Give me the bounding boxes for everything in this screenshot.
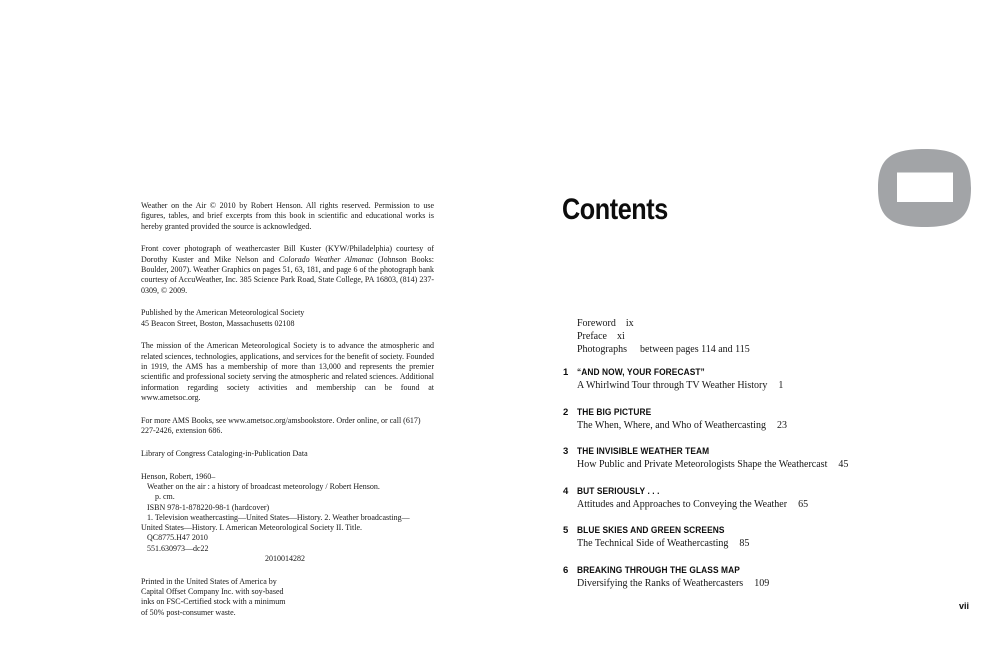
toc-front-matter-entry (577, 330, 750, 343)
cip-line: 551.630973—dc22 (147, 543, 209, 553)
cip-line: United States—History. I. American Meteorological Society II. Title. (141, 523, 362, 533)
chapter-title: THE BIG PICTURE (577, 406, 652, 418)
toc-chapter-entry (563, 367, 848, 393)
chapter-page: 65 (798, 498, 809, 510)
toc-front-matter-entry (577, 343, 750, 356)
toc-chapter-entry (563, 486, 848, 512)
publisher-address: 45 Beacon Street, Boston, Massachusetts 02108 (141, 318, 295, 328)
chapter-number: 5 (563, 525, 569, 536)
tv-screen-shape (878, 149, 971, 227)
chapter-number: 6 (563, 564, 569, 576)
chapter-subtitle: The When, Where, and Who of Weathercasting (577, 419, 766, 431)
toc-entry-label: Preface (577, 331, 607, 342)
toc-entry-label: Photographs (577, 344, 627, 355)
printing-info-line: of 50% post-consumer waste. (141, 607, 236, 617)
toc-entry-page: between pages 114 and 115 (640, 344, 750, 355)
front-cover-credit-text: Front cover photograph of weathercaster Bill Kuster (KYW/Philadelphia) courtesy of Dorothy Kuster and Mike Nelson and (141, 244, 434, 264)
chapter-subtitle: Attitudes and Approaches to Conveying the Weather (577, 498, 788, 510)
book-title-italic: Colorado Weather Almanac (278, 254, 374, 264)
chapter-title: BUT SERIOUSLY . . . (577, 485, 660, 497)
page-folio: vii (959, 601, 970, 611)
printing-info-line: Capital Offset Company Inc. with soy-based (141, 587, 284, 597)
chapter-subtitle: How Public and Private Meteorologists Shape the Weathercast (577, 459, 828, 470)
chapter-subtitle: Diversifying the Ranks of Weathercasters (577, 577, 744, 589)
ams-mission-statement: The mission of the American Meteorological Society is to advance the atmospheric and related sciences, technologies, applications, and services for the benefit of society. Founded in 1919, the AMS has a membership of more than 13,000 and represents the premier scientific and professional society serving the atmospheric and related sciences. Additional information regarding society activities and membership can be found at www.ametsoc.org. (141, 341, 434, 402)
chapter-title: BLUE SKIES AND GREEN SCREENS (577, 525, 725, 536)
chapter-subtitle: A Whirlwind Tour through TV Weather History (577, 380, 768, 391)
chapter-title: THE INVISIBLE WEATHER TEAM (577, 446, 710, 457)
chapter-page: 85 (739, 538, 750, 549)
cip-line: QC8775.H47 2010 (147, 533, 208, 543)
printing-info-line: Printed in the United States of America by (141, 576, 277, 586)
toc-entry-page: ix (625, 318, 634, 329)
cip-line: Henson, Robert, 1960– (141, 471, 216, 481)
chapter-page: 23 (776, 419, 787, 431)
printing-info-line: inks on FSC-Certified stock with a minimum (141, 597, 286, 607)
chapter-number: 3 (563, 446, 569, 457)
toc-chapter-entry (563, 446, 848, 472)
chapter-page: 1 (778, 380, 784, 391)
chapter-number: 4 (563, 485, 569, 497)
copyright-page (141, 201, 434, 618)
toc-chapter-list (563, 367, 848, 604)
publisher-info (141, 308, 434, 329)
chapter-page: 109 (754, 577, 770, 589)
front-cover-credit-rest: (Johnson Books: Boulder, 2007). Weather Graphics on pages 51, 63, 181, and page 6 of the photograph bank courtesy of AccuWeather, Inc. 385 Science Park Road, State College, PA 16803, (814) 237-0309, © 2009. (141, 254, 434, 295)
cip-control-number: 2010014282 (265, 554, 305, 564)
chapter-page: 45 (838, 459, 849, 470)
cip-line: 1. Television weathercasting—United States—History. 2. Weather broadcasting— (147, 512, 410, 522)
publisher-name: Published by the American Meteorological Society (141, 308, 305, 318)
cip-line: p. cm. (155, 492, 175, 502)
loc-heading: Library of Congress Cataloging-in-Publication Data (141, 448, 308, 458)
copyright-notice: Weather on the Air © 2010 by Robert Henson. All rights reserved. Permission to use figures, tables, and brief excerpts from this book in scientific and educational works is hereby granted provided the source is acknowledged. (141, 201, 434, 231)
chapter-subtitle: The Technical Side of Weathercasting (577, 538, 729, 549)
printing-info-block (141, 577, 341, 618)
cip-line: ISBN 978-1-878220-98-1 (hardcover) (147, 502, 270, 512)
chapter-title: BREAKING THROUGH THE GLASS MAP (577, 564, 740, 576)
ams-books-info: For more AMS Books, see www.ametsoc.org/amsbookstore. Order online, or call (617) 227-2426, extension 686. (141, 415, 421, 436)
chapter-number: 1 (563, 367, 569, 378)
toc-chapter-entry (563, 407, 848, 433)
page-title: Contents (562, 193, 668, 226)
cip-line: Weather on the air : a history of broadcast meteorology / Robert Henson. (147, 481, 380, 491)
front-matter-list (577, 317, 750, 356)
tv-screen-icon (878, 149, 971, 227)
front-cover-credit (141, 244, 434, 295)
toc-entry-label: Foreword (577, 318, 616, 329)
toc-chapter-entry (563, 525, 848, 551)
chapter-number: 2 (563, 406, 569, 418)
toc-chapter-entry (563, 565, 848, 591)
toc-entry-page: xi (616, 331, 625, 342)
cip-catalog-block (141, 472, 434, 565)
toc-front-matter-entry (577, 317, 750, 330)
chapter-title: “AND NOW, YOUR FORECAST” (577, 367, 705, 378)
